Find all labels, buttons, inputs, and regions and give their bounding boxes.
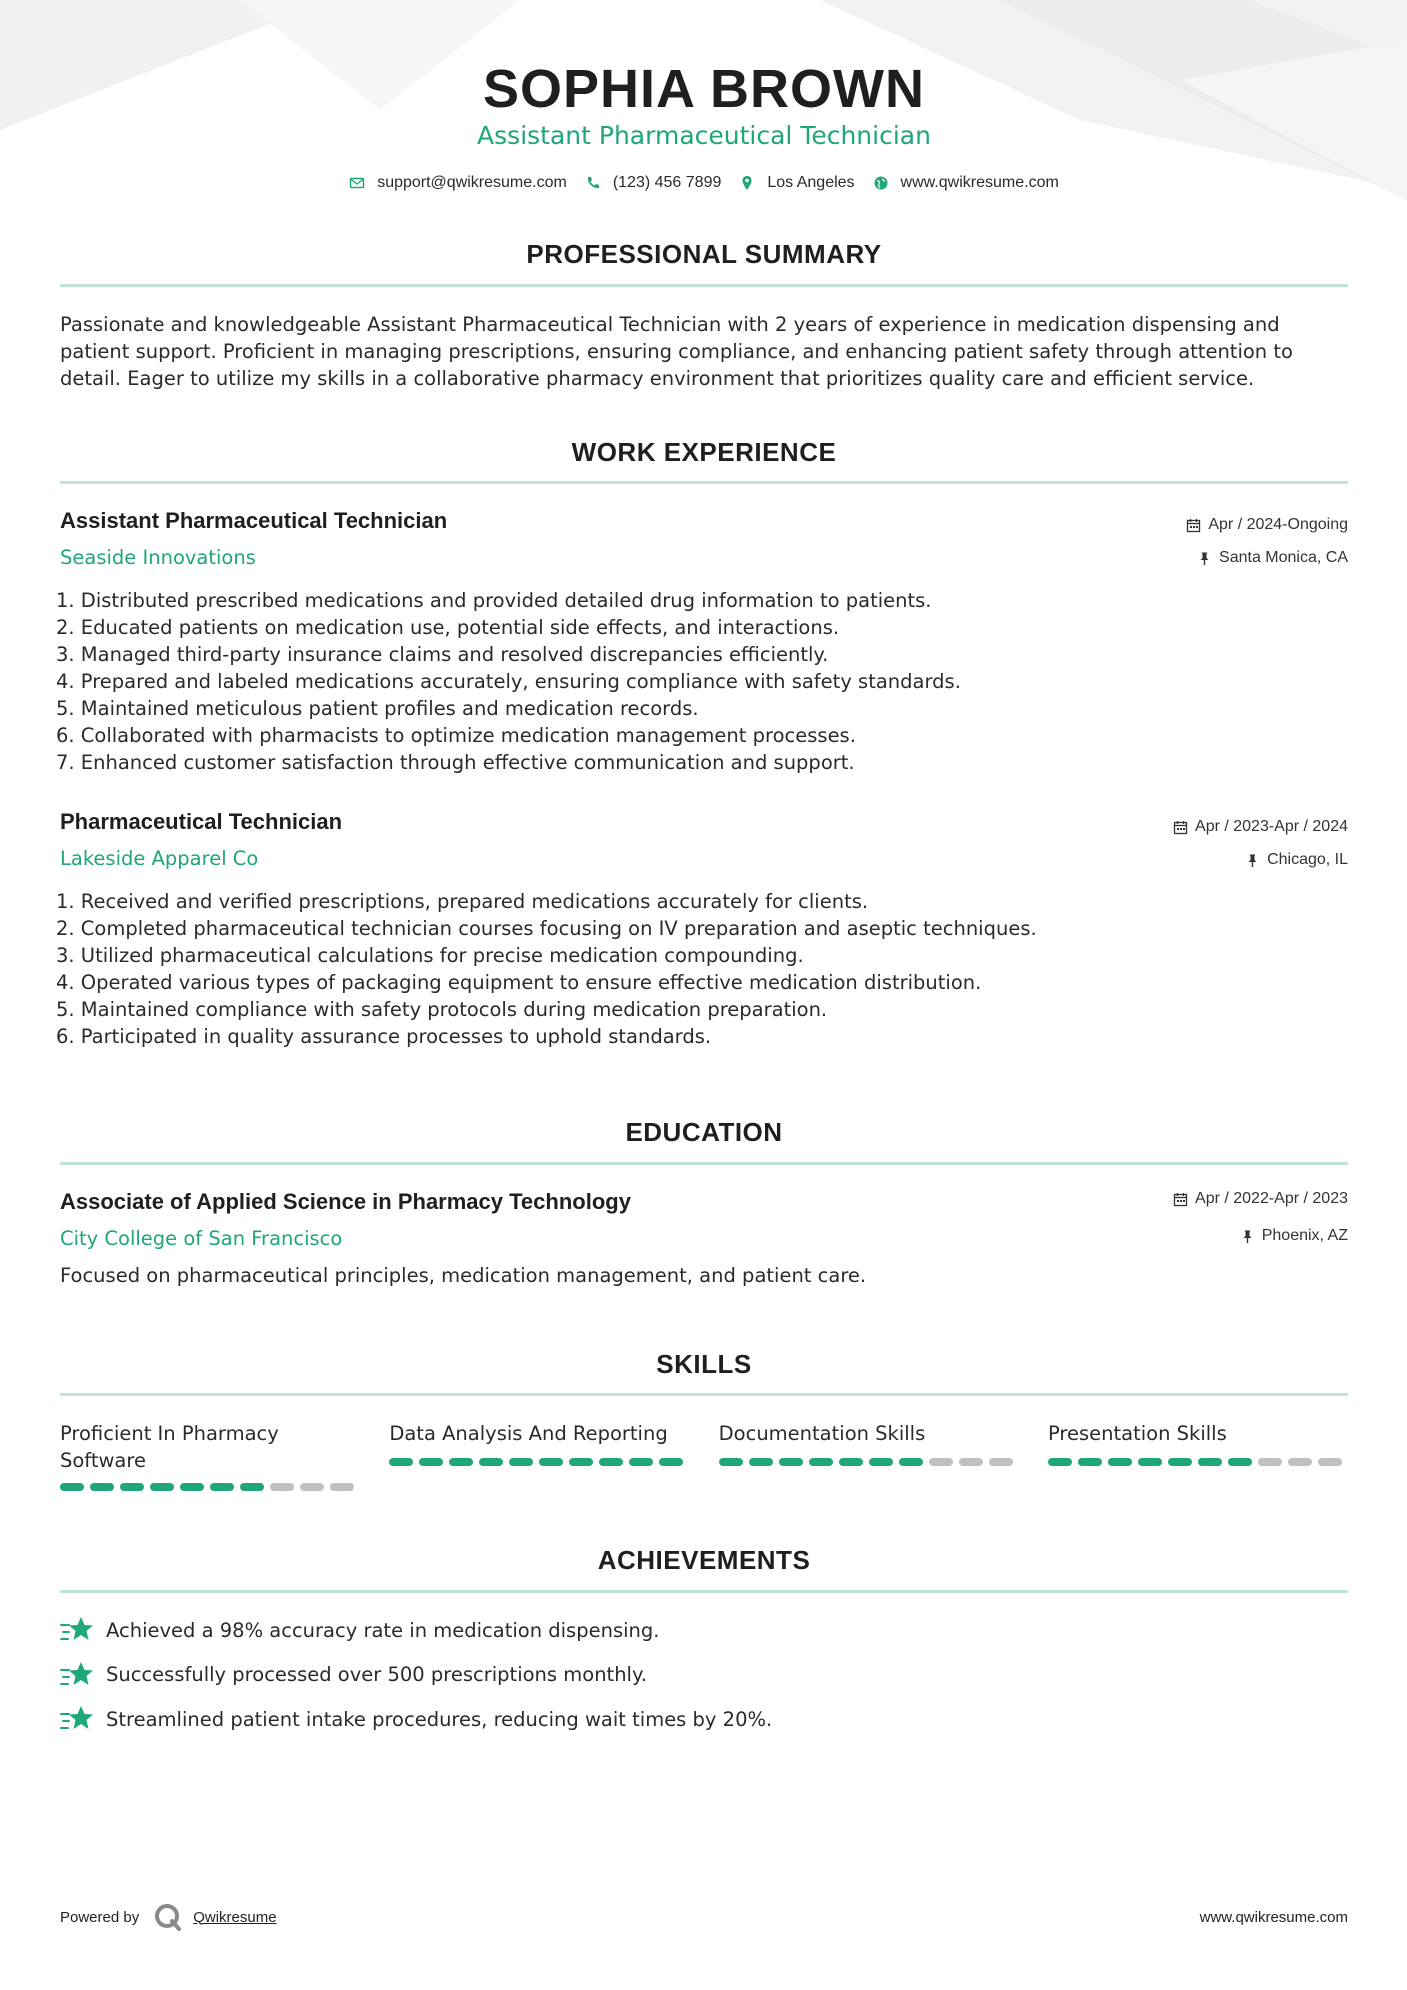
- job-location-text: Santa Monica, CA: [1219, 549, 1348, 566]
- envelope-icon: [349, 175, 365, 191]
- skill-level-bar: [60, 1483, 354, 1491]
- skill-segment-filled: [90, 1483, 114, 1491]
- job-title: Pharmaceutical Technician: [60, 809, 343, 834]
- skill-label: Proficient In Pharmacy Software: [60, 1422, 279, 1472]
- job-title: Assistant Pharmaceutical Technician: [60, 508, 448, 533]
- calendar-icon: [1173, 1192, 1188, 1207]
- skill-segment-filled: [150, 1483, 174, 1491]
- job-dates: [1186, 516, 1348, 534]
- skills-grid: [60, 1420, 1348, 1500]
- skill-segment-empty: [300, 1483, 324, 1491]
- skill-segment-filled: [389, 1458, 413, 1466]
- skill-segment-filled: [509, 1458, 533, 1466]
- powered-by-label: Powered by: [60, 1908, 140, 1926]
- skill-segment-filled: [210, 1483, 234, 1491]
- skill-label: Documentation Skills: [718, 1422, 926, 1445]
- skill-segment-empty: [1318, 1458, 1342, 1466]
- list-item: [60, 1608, 1348, 1653]
- skill-segment-filled: [1138, 1458, 1162, 1466]
- skill-item: [60, 1420, 360, 1500]
- skill-segment-filled: [240, 1483, 264, 1491]
- list-item: 1. Received and verified prescriptions, prepared medications accurately for clients.: [56, 890, 869, 913]
- qwikresume-link[interactable]: Qwikresume: [193, 1908, 277, 1926]
- skill-item: [719, 1420, 1019, 1500]
- star-icon: [60, 1660, 94, 1690]
- list-item: 3. Utilized pharmaceutical calculations for precise medication compounding.: [56, 944, 804, 967]
- skill-level-bar: [389, 1458, 683, 1466]
- skill-segment-filled: [449, 1458, 473, 1466]
- section-title-education: EDUCATION: [625, 1117, 783, 1147]
- skill-segment-empty: [929, 1458, 953, 1466]
- candidate-name: SOPHIA BROWN: [483, 59, 925, 119]
- skill-segment-empty: [989, 1458, 1013, 1466]
- contact-bar: [60, 174, 1348, 192]
- list-item: 6. Collaborated with pharmacists to optimize medication management processes.: [56, 724, 856, 747]
- pushpin-icon: [1245, 853, 1260, 868]
- job-responsibilities-list: [56, 587, 1346, 776]
- job-company: Lakeside Apparel Co: [60, 847, 259, 870]
- list-item: 6. Participated in quality assurance processes to uphold standards.: [56, 1025, 712, 1048]
- skill-item: [389, 1420, 689, 1500]
- skill-segment-filled: [539, 1458, 563, 1466]
- contact-location: [739, 174, 854, 192]
- skill-segment-filled: [569, 1458, 593, 1466]
- star-icon: [60, 1704, 94, 1734]
- skill-segment-filled: [1168, 1458, 1192, 1466]
- skill-segment-filled: [1108, 1458, 1132, 1466]
- contact-phone[interactable]: [585, 174, 722, 192]
- skill-segment-filled: [1078, 1458, 1102, 1466]
- education-dates: [1173, 1190, 1348, 1208]
- skill-segment-empty: [270, 1483, 294, 1491]
- contact-location-text: Los Angeles: [767, 174, 855, 191]
- achievement-text: Successfully processed over 500 prescriptions monthly.: [106, 1663, 647, 1687]
- skill-segment-empty: [330, 1483, 354, 1491]
- contact-website[interactable]: [873, 174, 1059, 192]
- skill-label: Presentation Skills: [1047, 1422, 1227, 1445]
- achievements-list: [60, 1608, 1348, 1742]
- list-item: [60, 1697, 1348, 1742]
- globe-icon: [873, 175, 889, 191]
- skill-segment-empty: [959, 1458, 983, 1466]
- job-dates-text: Apr / 2024-Ongoing: [1208, 516, 1348, 533]
- achievement-text: Streamlined patient intake procedures, reducing wait times by 20%.: [106, 1707, 773, 1731]
- footer: [60, 1902, 1348, 1932]
- section-title-experience: WORK EXPERIENCE: [571, 437, 837, 467]
- education-location-text: Phoenix, AZ: [1261, 1227, 1348, 1244]
- list-item: 2. Completed pharmaceutical technician courses focusing on IV preparation and aseptic techniques.: [56, 917, 1037, 940]
- footer-website[interactable]: www.qwikresume.com: [1199, 1908, 1348, 1926]
- skill-segment-empty: [1258, 1458, 1282, 1466]
- skill-segment-filled: [659, 1458, 683, 1466]
- job-location: [1197, 549, 1348, 567]
- education-degree: Associate of Applied Science in Pharmacy Technology: [60, 1189, 631, 1214]
- skill-segment-filled: [779, 1458, 803, 1466]
- list-item: 7. Enhanced customer satisfaction through effective communication and support.: [56, 751, 855, 774]
- education-description: Focused on pharmaceutical principles, medication management, and patient care.: [60, 1264, 867, 1287]
- contact-email-text: support@qwikresume.com: [377, 174, 567, 191]
- section-divider: [60, 1162, 1348, 1165]
- skill-segment-filled: [1198, 1458, 1222, 1466]
- list-item: 2. Educated patients on medication use, potential side effects, and interactions.: [56, 616, 840, 639]
- section-title-skills: SKILLS: [656, 1349, 752, 1379]
- list-item: 5. Maintained compliance with safety protocols during medication preparation.: [56, 998, 828, 1021]
- map-marker-icon: [739, 175, 755, 191]
- list-item: [60, 1653, 1348, 1698]
- candidate-role: Assistant Pharmaceutical Technician: [477, 121, 931, 150]
- achievement-text: Achieved a 98% accuracy rate in medication dispensing.: [106, 1618, 660, 1642]
- section-divider: [60, 284, 1348, 287]
- skill-segment-filled: [869, 1458, 893, 1466]
- list-item: 3. Managed third-party insurance claims and resolved discrepancies efficiently.: [56, 643, 829, 666]
- section-title-summary: PROFESSIONAL SUMMARY: [526, 239, 882, 269]
- education-dates-text: Apr / 2022-Apr / 2023: [1195, 1190, 1348, 1207]
- section-title-achievements: ACHIEVEMENTS: [597, 1545, 811, 1575]
- list-item: 1. Distributed prescribed medications and provided detailed drug information to patients.: [56, 589, 932, 612]
- star-icon: [60, 1615, 94, 1645]
- education-location: [1240, 1227, 1348, 1245]
- pushpin-icon: [1240, 1229, 1255, 1244]
- skill-level-bar: [719, 1458, 1013, 1466]
- education-school: City College of San Francisco: [60, 1227, 343, 1250]
- skill-segment-filled: [1228, 1458, 1252, 1466]
- contact-phone-text: (123) 456 7899: [612, 174, 722, 191]
- list-item: 5. Maintained meticulous patient profiles and medication records.: [56, 697, 699, 720]
- skill-segment-filled: [419, 1458, 443, 1466]
- skill-segment-filled: [629, 1458, 653, 1466]
- section-divider: [60, 1590, 1348, 1593]
- list-item: 4. Operated various types of packaging equipment to ensure effective medication distribution.: [56, 971, 982, 994]
- skill-label: Data Analysis And Reporting: [389, 1422, 668, 1445]
- job-responsibilities-list: [56, 888, 1346, 1050]
- skill-segment-filled: [599, 1458, 623, 1466]
- calendar-icon: [1173, 820, 1188, 835]
- contact-website-text: www.qwikresume.com: [900, 174, 1059, 191]
- contact-email[interactable]: [349, 174, 567, 192]
- skill-level-bar: [1048, 1458, 1342, 1466]
- job-company: Seaside Innovations: [60, 546, 256, 569]
- job-location: [1245, 851, 1348, 869]
- skill-segment-filled: [120, 1483, 144, 1491]
- skill-segment-filled: [749, 1458, 773, 1466]
- job-dates-text: Apr / 2023-Apr / 2024: [1195, 818, 1348, 835]
- job-dates: [1173, 818, 1348, 836]
- section-divider: [60, 481, 1348, 484]
- list-item: 4. Prepared and labeled medications accurately, ensuring compliance with safety standards.: [56, 670, 961, 693]
- pushpin-icon: [1197, 551, 1212, 566]
- skill-segment-filled: [1048, 1458, 1072, 1466]
- skill-segment-filled: [899, 1458, 923, 1466]
- skill-item: [1048, 1420, 1348, 1500]
- skill-segment-filled: [60, 1483, 84, 1491]
- summary-text: Passionate and knowledgeable Assistant Pharmaceutical Technician with 2 years of experience in medication dispensing and patient support. Proficient in managing prescriptions, ensuring compliance, and enhancing patient safety through attention to detail. Eager to utilize my skills in a collaborative pharmacy environment that prioritizes quality care and efficient service.: [60, 313, 1293, 390]
- skill-segment-filled: [479, 1458, 503, 1466]
- calendar-icon: [1186, 518, 1201, 533]
- section-divider: [60, 1393, 1348, 1396]
- skill-segment-filled: [809, 1458, 833, 1466]
- skill-segment-filled: [839, 1458, 863, 1466]
- skill-segment-filled: [180, 1483, 204, 1491]
- skill-segment-filled: [719, 1458, 743, 1466]
- phone-icon: [585, 175, 601, 191]
- job-location-text: Chicago, IL: [1267, 851, 1348, 868]
- qwikresume-logo-icon: [153, 1902, 183, 1932]
- skill-segment-empty: [1288, 1458, 1312, 1466]
